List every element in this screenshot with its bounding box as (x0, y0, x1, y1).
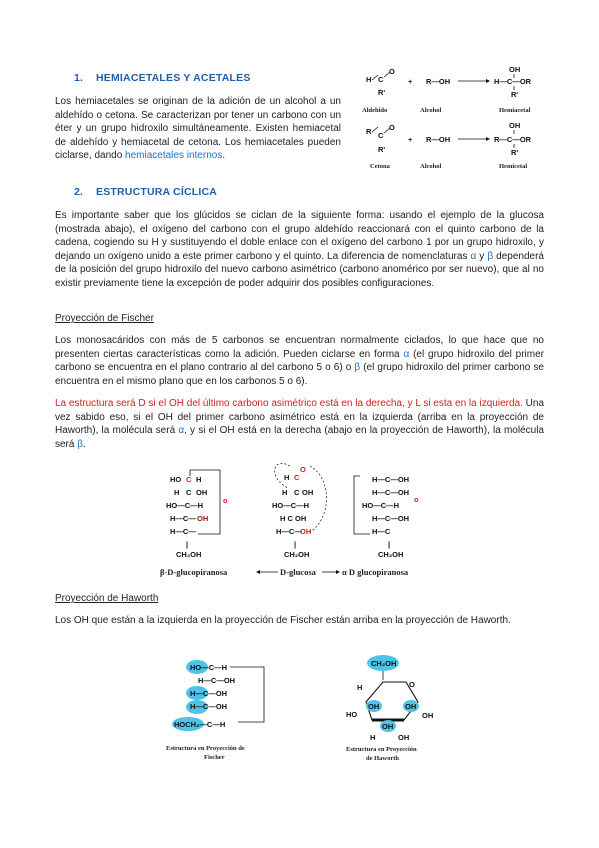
alpha-d-glucopyranose-structure (354, 475, 419, 559)
svg-text:H—C—: H—C— (276, 527, 302, 536)
svg-text:|: | (294, 540, 297, 549)
svg-text:O: O (409, 680, 415, 689)
svg-text:OH: OH (300, 527, 312, 536)
aldehido-label: Aldehido (362, 107, 388, 114)
paragraph-text: . (83, 438, 86, 450)
svg-text:H: H (366, 75, 372, 84)
svg-text:H—C—: H—C— (170, 527, 196, 536)
paragraph-text: Los hemiacetales se originan de la adición de un alcohol a un aldehído o cetona. Se caracterizan por tener un carbono con un éter y un grupo hidroxilo simultáneamente. Existen hemiacetal de aldehído y hemiacetal de cetona. Los hemiacetales pueden ciclarse, dando (55, 96, 341, 162)
svg-text:R': R' (511, 90, 519, 99)
svg-text:C: C (378, 131, 384, 140)
svg-text:C: C (294, 473, 300, 482)
d-glucose-structure (272, 463, 327, 559)
svg-text:H: H (357, 683, 363, 692)
d-glucosa-label: D-glucosa (280, 567, 316, 577)
svg-text:HO: HO (170, 475, 182, 484)
haworth-subtitle: Proyección de Haworth (55, 593, 159, 604)
paragraph-text: dependerá de la posición del grupo hidroxilo del nuevo carbono asimétrico (carbono anomérico por ser nuevo), que al no existir previamente tiene la excepción de poder adquirir dos posibles configuraciones. (55, 250, 544, 289)
svg-text:HOCH₂—C—H: HOCH₂—C—H (174, 720, 226, 729)
fischer-subtitle: Proyección de Fischer (55, 313, 154, 324)
svg-text:HO—C—H: HO—C—H (190, 663, 228, 672)
fischer-caption: Estructura en Proyección de (166, 745, 245, 752)
plus-sign: + (408, 135, 413, 144)
hemiacetal-structure (494, 65, 532, 99)
ring-oxygen-icon: o (223, 496, 228, 505)
hemiacetales-internos-link[interactable]: hemiacetales internos (125, 150, 223, 162)
ch2oh-label: CH₂OH (378, 550, 404, 559)
plus-sign: + (408, 77, 413, 86)
svg-text:O: O (389, 67, 395, 76)
section-number: 1. (74, 72, 84, 84)
svg-text:CH₂OH: CH₂OH (371, 659, 397, 668)
svg-text:OH: OH (302, 488, 314, 497)
svg-text:O: O (389, 123, 395, 132)
alcohol-label: Alcohol (420, 107, 442, 114)
fischer-paragraph-2 (55, 397, 544, 451)
svg-text:R': R' (378, 88, 386, 97)
svg-text:R': R' (378, 145, 386, 154)
section-title: HEMIACETALES Y ACETALES (96, 72, 251, 84)
svg-text:H—C—OH: H—C—OH (372, 488, 410, 497)
svg-text:H—C—OR: H—C—OR (494, 77, 532, 86)
svg-text:H: H (370, 733, 376, 742)
section-number: 2. (74, 186, 84, 198)
glucose-cyclization-figure (160, 458, 460, 580)
paragraph-text: Una vez sabido eso, si el OH del primer carbono asimétrico está en la izquierda (arriba en la proyección de Haworth), la molécula será (55, 398, 545, 437)
section-2-paragraph (55, 209, 544, 291)
alpha-symbol: α (403, 348, 410, 360)
alpha-symbol: α (470, 250, 477, 262)
section-title: ESTRUCTURA CÍCLICA (96, 186, 218, 198)
paragraph-text: (el grupo hidroxilo del primer carbono se encuentra en el plano contrario al del carbono 5 o 6) o (55, 348, 544, 374)
hemicetal-structure (494, 121, 532, 157)
hemicetal-label: Hemicetal (499, 163, 528, 170)
svg-text:OH: OH (405, 702, 417, 711)
red-rule-text: La estructura será D si el OH del último carbono asimétrico está en la derecha, y L si esta en la izquierda. (55, 398, 523, 409)
ch2oh-label: CH₂OH (284, 550, 310, 559)
fischer-caption-line2: Fischer (204, 754, 225, 761)
svg-text:H—C—OH: H—C—OH (372, 514, 410, 523)
period: . (222, 150, 226, 162)
haworth-caption-line2: de Haworth (366, 755, 400, 762)
svg-text:H: H (196, 475, 202, 484)
svg-text:H—C—OH: H—C—OH (198, 676, 236, 685)
ring-oxygen-icon: o (414, 495, 419, 504)
hemiacetal-label: Hemiacetal (499, 107, 531, 114)
svg-text:C: C (294, 488, 300, 497)
fischer-structure (172, 660, 264, 731)
alpha-label: α D glucopiranosa (342, 567, 409, 577)
fischer-haworth-figure (160, 650, 450, 768)
svg-text:H C OH: H C OH (280, 514, 307, 523)
svg-text:OH: OH (382, 722, 394, 731)
connector-text: y (476, 250, 488, 262)
svg-text:H—C—OH: H—C—OH (190, 702, 228, 711)
beta-d-glucopyranose-structure (166, 470, 228, 559)
svg-text:OH: OH (509, 121, 521, 130)
cetona-label: Cetona (370, 163, 390, 170)
alcohol-reagent: R—OH (426, 135, 451, 144)
svg-text:O: O (300, 465, 306, 474)
svg-text:C: C (186, 475, 192, 484)
section-1-paragraph (55, 95, 341, 163)
svg-text:H—C—OH: H—C—OH (372, 475, 410, 484)
svg-text:H—C—: H—C— (170, 514, 196, 523)
ketone-structure (366, 123, 395, 154)
svg-text:R—C—OR: R—C—OR (494, 135, 532, 144)
svg-text:R: R (366, 127, 372, 136)
beta-symbol: β (77, 438, 83, 450)
haworth-paragraph: Los OH que están a la izquierda en la proyección de Fischer están arriba en la proyección de Haworth. (55, 615, 511, 626)
svg-text:H: H (174, 488, 180, 497)
beta-label: β-D-glucopiranosa (160, 567, 228, 577)
svg-text:|: | (186, 540, 189, 549)
svg-text:HO: HO (346, 710, 358, 719)
svg-text:HO—C—H: HO—C—H (166, 501, 204, 510)
aldehyde-structure (366, 67, 395, 97)
svg-text:C: C (186, 488, 192, 497)
paragraph-text: (el grupo hidroxilo del primer carbono se encuentra en el mismo plano que en los carbonos 5 o 6). (55, 362, 544, 387)
svg-text:HO—C—H: HO—C—H (272, 501, 310, 510)
alpha-symbol: α (178, 425, 185, 437)
paragraph-text: Es importante saber que los glúcidos se ciclan de la siguiente forma: usando el ejemplo de la glucosa (mostrada abajo), el oxígeno del carbono con el grupo aldehído reaccionará con el quinto carbono de la cadena, cogiendo su H y sustituyendo el doble enlace con el oxígeno del carbono 1 por un grupo hidroxilo, y dejando un oxígeno unido a este primer carbono y el quinto. La diferencia de nomenclaturas (55, 210, 544, 262)
haworth-caption: Estructura en Proyección (346, 746, 417, 753)
ch2oh-label: CH₂OH (176, 550, 202, 559)
beta-symbol: β (487, 250, 494, 262)
svg-text:OH: OH (196, 488, 208, 497)
haworth-structure (346, 655, 433, 742)
svg-text:R': R' (511, 148, 519, 157)
svg-text:OH: OH (398, 733, 410, 742)
section-1-heading (74, 72, 251, 84)
svg-text:OH: OH (197, 514, 209, 523)
alcohol-label: Alcohol (420, 163, 442, 170)
svg-text:OH: OH (422, 711, 434, 720)
paragraph-text: , y si el OH está en la derecha (abajo en la proyección de Haworth), la molécula será (55, 425, 544, 450)
svg-text:H—C—OH: H—C—OH (190, 689, 228, 698)
paragraph-text: Los monosacáridos con más de 5 carbonos se encuentran normalmente ciclados, lo que hace que no presenten ciertas características como la adición. Pueden ciclarse en forma (55, 335, 544, 360)
svg-text:HO—C—H: HO—C—H (362, 501, 400, 510)
section-2-heading (74, 186, 217, 198)
svg-text:OH: OH (509, 65, 521, 74)
beta-symbol: β (354, 362, 361, 374)
hemiacetal-reaction-figure (354, 62, 554, 174)
svg-text:H—C: H—C (372, 527, 391, 536)
svg-text:|: | (388, 540, 391, 549)
svg-text:C: C (378, 75, 384, 84)
alcohol-reagent: R—OH (426, 77, 451, 86)
svg-text:OH: OH (368, 702, 380, 711)
svg-text:H: H (282, 488, 288, 497)
fischer-paragraph-1 (55, 334, 544, 388)
svg-text:H: H (284, 473, 290, 482)
